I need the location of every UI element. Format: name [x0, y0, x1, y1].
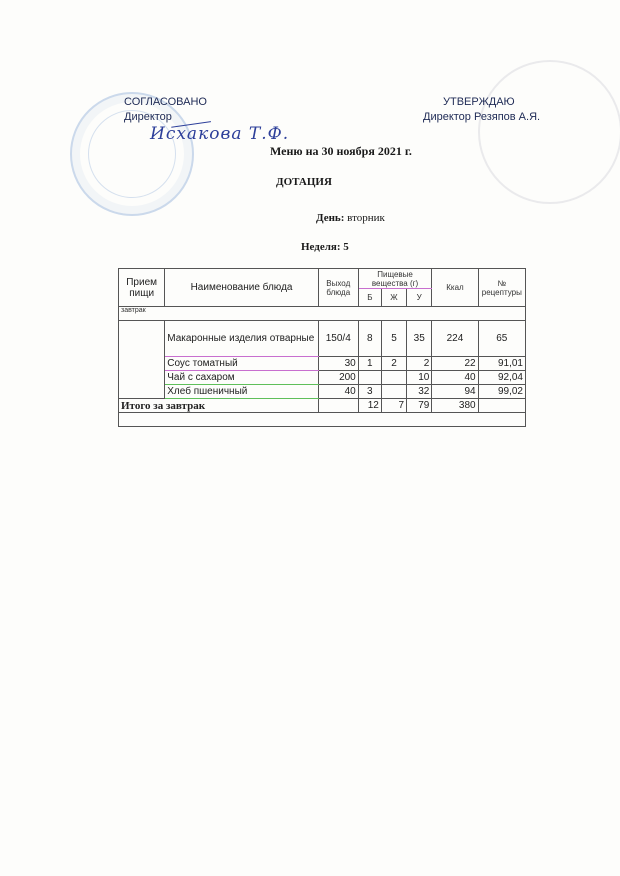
dish-yield: 150/4 — [318, 321, 358, 357]
dish-u: 32 — [407, 385, 432, 399]
header-u: У — [407, 289, 432, 307]
header-nutrients: Пищевые вещества (г) — [358, 269, 432, 289]
dish-recipe: 92,04 — [478, 371, 525, 385]
empty-row — [119, 413, 526, 427]
dish-kcal: 22 — [432, 357, 478, 371]
dish-recipe: 99,02 — [478, 385, 525, 399]
menu-title: Меню на 30 ноября 2021 г. — [270, 144, 412, 158]
header-meal: Прием пищи — [119, 269, 165, 307]
dish-yield: 200 — [318, 371, 358, 385]
dish-u: 2 — [407, 357, 432, 371]
header-dish: Наименование блюда — [165, 269, 319, 307]
dish-yield: 30 — [318, 357, 358, 371]
header-zh: Ж — [381, 289, 406, 307]
total-recipe — [478, 399, 525, 413]
dish-kcal: 40 — [432, 371, 478, 385]
meal-group-label: завтрак — [119, 307, 526, 321]
dish-kcal: 94 — [432, 385, 478, 399]
subsidy-title: ДОТАЦИЯ — [276, 176, 332, 188]
dish-name: Соус томатный — [165, 357, 319, 371]
dish-b: 8 — [358, 321, 381, 357]
dish-recipe: 65 — [478, 321, 525, 357]
total-kcal: 380 — [432, 399, 478, 413]
dish-zh — [381, 371, 406, 385]
dish-name: Хлеб пшеничный — [165, 385, 319, 399]
dish-yield: 40 — [318, 385, 358, 399]
menu-table — [118, 268, 526, 427]
dish-zh: 5 — [381, 321, 406, 357]
dish-b — [358, 371, 381, 385]
total-zh: 7 — [381, 399, 406, 413]
dish-b: 1 — [358, 357, 381, 371]
total-u: 79 — [407, 399, 432, 413]
header-kcal: Ккал — [432, 269, 478, 307]
total-yield — [318, 399, 358, 413]
header-b: Б — [358, 289, 381, 307]
dish-recipe: 91,01 — [478, 357, 525, 371]
header-recipe: № рецептуры — [478, 269, 525, 307]
approve-director: Директор Резяпов А.Я. — [423, 111, 541, 123]
director-signature: Исхакова Т.Ф. — [150, 124, 290, 144]
dish-b: 3 — [358, 385, 381, 399]
day-label: День: — [316, 212, 345, 224]
week-label: Неделя: 5 — [301, 241, 349, 253]
dish-name: Макаронные изделия отварные — [165, 321, 319, 357]
dish-zh: 2 — [381, 357, 406, 371]
day-value: вторник — [347, 212, 385, 224]
dish-zh — [381, 385, 406, 399]
total-label: Итого за завтрак — [119, 399, 319, 413]
dish-u: 10 — [407, 371, 432, 385]
total-b: 12 — [358, 399, 381, 413]
dish-name: Чай с сахаром — [165, 371, 319, 385]
approved-role: Директор — [124, 111, 172, 123]
day-line — [316, 212, 385, 224]
school-stamp-right — [478, 60, 620, 204]
dish-u: 35 — [407, 321, 432, 357]
meal-group-cell — [119, 321, 165, 399]
approved-title: СОГЛАСОВАНО — [124, 96, 207, 108]
dish-kcal: 224 — [432, 321, 478, 357]
approve-title: УТВЕРЖДАЮ — [443, 96, 515, 108]
header-yield: Выход блюда — [318, 269, 358, 307]
